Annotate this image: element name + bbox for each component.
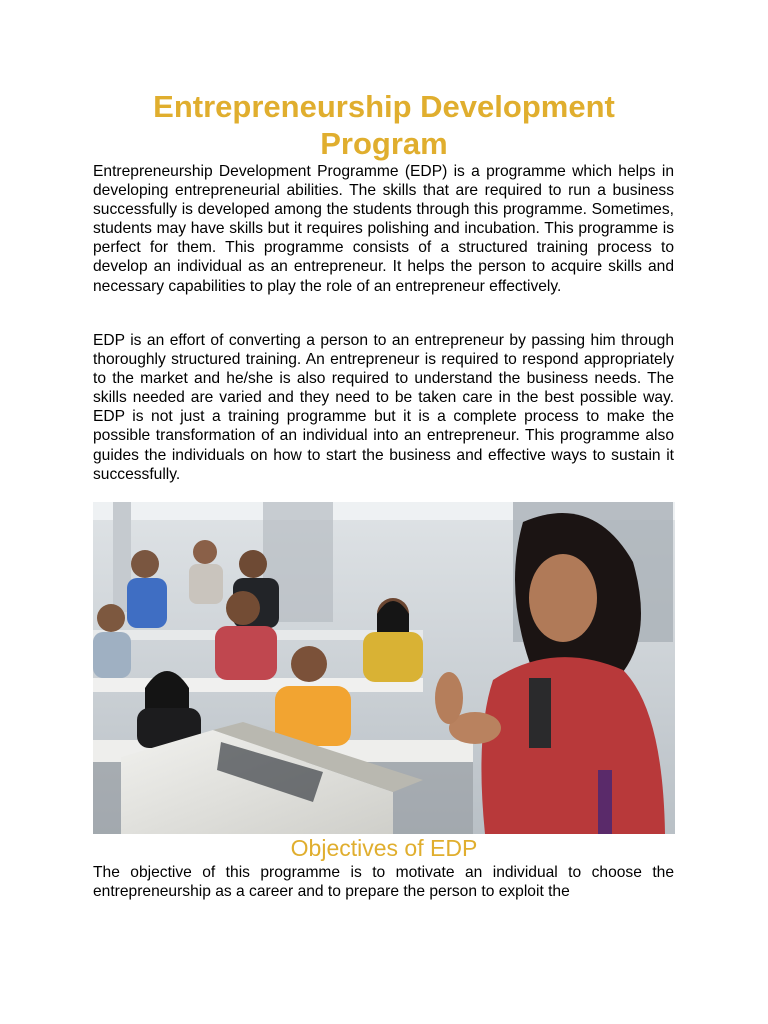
intro-paragraph: Entrepreneurship Development Programme (EDP) is a programme which helps in developing entrepreneurial abilities. The skills that are required to run a business successfully is developed among the students through this programme. Sometimes, students may have skills but it requires polishing and incubation. This programme is perfect for them. This programme consists of a structured training process to develop an individual as an entrepreneur. It helps the person to acquire skills and necessary capabilities to play the role of an entrepreneur effectively.: [93, 163, 674, 295]
objectives-paragraph: The objective of this programme is to motivate an individual to choose the entrepreneurship as a career and to prepare the person to exploit the: [93, 864, 674, 901]
section-heading-objectives: Objectives of EDP: [290, 835, 478, 861]
edp-description-paragraph: EDP is an effort of converting a person to an entrepreneur by passing him through thoroughly structured training. An entrepreneur is required to respond appropriately to the market and he/she is also required to understand the business needs. The skills needed are varied and they need to be taken care in the best possible way. EDP is not just a training programme but it is a complete process to make the possible transformation of an individual into an entrepreneur. This programme also guides the individuals on how to start the business and effective ways to sustain it successfully.: [93, 332, 674, 483]
document-title: Entrepreneurship Development Program: [153, 89, 615, 161]
classroom-photo: [93, 502, 675, 834]
